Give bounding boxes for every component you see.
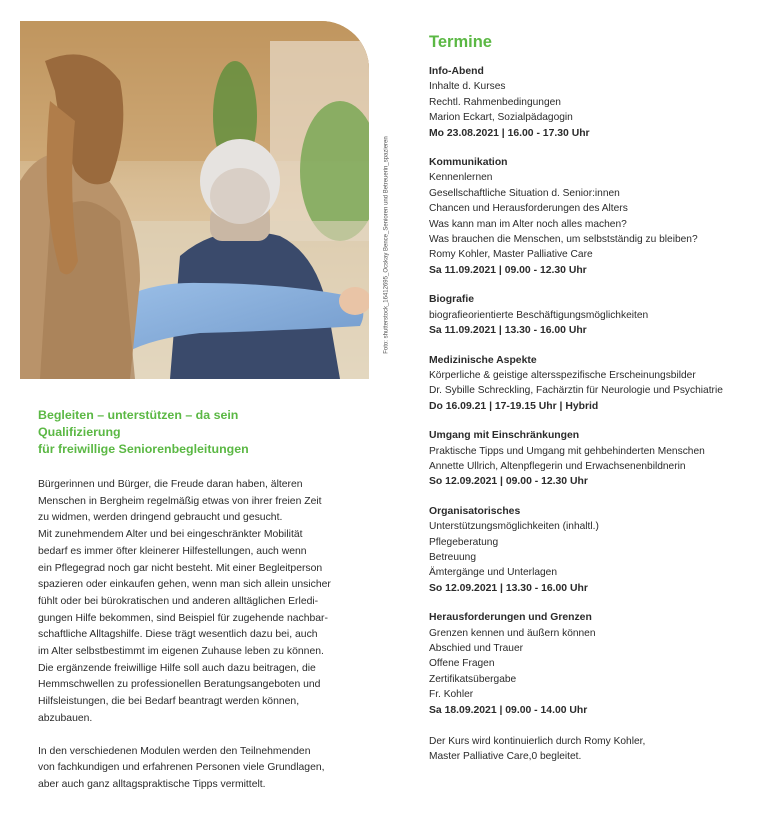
module-block (429, 64, 769, 141)
module-line: Kennenlernen (429, 172, 493, 184)
module-line: Dr. Sybille Schreckling, Fachärztin für Neurologie und Psychiatrie (429, 385, 723, 397)
photo-credit-text: Foto: shutterstock_16412695_Ocskay Bence_Senioren und Betreuerin_spazieren (384, 136, 391, 354)
module-title: Info-Abend (429, 66, 484, 77)
module-block (429, 292, 769, 338)
module-line: Gesellschaftliche Situation d. Senior:innen (429, 187, 620, 199)
module-line: Marion Eckart, Sozialpädagogin (429, 112, 573, 124)
module-line: Grenzen kennen und äußern können (429, 627, 596, 639)
module-line: Romy Kohler, Master Palliative Care (429, 249, 593, 261)
module-line: Was brauchen die Menschen, um selbstständig zu bleiben? (429, 234, 698, 246)
module-block (429, 428, 769, 490)
intro-headline (38, 407, 358, 458)
intro-paragraph-1: Bürgerinnen und Bürger, die Freude daran haben, älteren Menschen in Bergheim regelmäßig etwas von ihrer freien Zeit zu widmen, werden dringend gebraucht und gesucht. Mit zunehmendem Alter und bei eingeschränkter Mobilität bedarf es immer öfter kleinerer Hilfestellungen, auch wenn ein Pflegegrad noch gar nicht besteht. Mit einer Begleitperson spazieren oder einkaufen gehen, wenn man sich allein unsicher fühlt oder bei bürokratischen und anderen alltäglichen Erledi- gungen Hilfe bekommen, sind Beispiel für zugehende nachbar- schaftliche Alltagshilfe. Diese trägt wesentlich dazu bei, auch im Alter selbstbestimmt im eigenen Zuhause leben zu können. Die ergänzende freiwillige Hilfe soll auch dazu beitragen, die Hemmschwellen zu professionellen Beratungsangeboten und Hilfsleistungen, die bei Bedarf beantragt werden können, abzubauen. (38, 479, 331, 724)
module-line: Offene Fragen (429, 658, 495, 670)
module-date: Sa 11.09.2021 | 09.00 - 12.30 Uhr (429, 264, 587, 276)
module-line: Unterstützungsmöglichkeiten (inhaltl.) (429, 521, 599, 533)
termine-title: Termine (429, 33, 492, 51)
module-line: Ämtergänge und Unterlagen (429, 567, 557, 579)
module-title: Medizinische Aspekte (429, 354, 537, 366)
headline-line-2: Qualifizierung (38, 425, 121, 439)
module-date: Mo 23.08.2021 | 16.00 - 17.30 Uhr (429, 127, 590, 139)
seniors-walking-illustration (20, 21, 369, 379)
module-block (429, 610, 769, 718)
module-line: Abschied und Trauer (429, 643, 524, 654)
module-line: Körperliche & geistige altersspezifische Erscheinungsbilder (429, 369, 696, 381)
module-title: Biografie (429, 294, 475, 306)
module-block (429, 155, 769, 278)
module-line: biografieorientierte Beschäftigungsmöglichkeiten (429, 309, 649, 321)
module-line: Chancen und Herausforderungen des Alters (429, 203, 628, 215)
module-block (429, 504, 769, 596)
intro-paragraph-2: In den verschiedenen Modulen werden den Teilnehmenden von fachkundigen und erfahrenen Personen viele Grundlagen, aber auch ganz alltagspraktische Tipps vermittelt. (38, 745, 325, 790)
module-date: Sa 11.09.2021 | 13.30 - 16.00 Uhr (429, 325, 587, 337)
module-line: Rechtl. Rahmenbedingungen (429, 96, 561, 108)
module-line: Inhalte d. Kurses (429, 81, 506, 93)
termine-section (429, 33, 769, 765)
module-line: Was kann man im Alter noch alles machen? (429, 218, 627, 230)
module-date: Do 16.09.21 | 17-19.15 Uhr | Hybrid (429, 400, 599, 412)
module-title: Organisatorisches (429, 505, 521, 517)
module-line: Pflegeberatung (429, 536, 499, 548)
module-list (429, 64, 769, 718)
module-date: So 12.09.2021 | 09.00 - 12.30 Uhr (429, 476, 588, 488)
intro-section (38, 407, 358, 794)
module-line: Fr. Kohler (429, 689, 474, 701)
module-line: Betreuung (429, 551, 477, 563)
module-title: Herausforderungen und Grenzen (429, 612, 592, 624)
closing-note: Der Kurs wird kontinuierlich durch Romy Kohler, Master Palliative Care,0 begleitet. (429, 736, 646, 763)
module-block (429, 353, 769, 415)
module-line: Praktische Tipps und Umgang mit gehbehinderten Menschen (429, 445, 705, 457)
module-line: Annette Ullrich, Altenpflegerin und Erwachsenenbildnerin (429, 460, 686, 472)
hero-photo (20, 21, 369, 379)
module-title: Umgang mit Einschränkungen (429, 430, 580, 442)
module-date: Sa 18.09.2021 | 09.00 - 14.00 Uhr (429, 704, 588, 716)
headline-line-3: für freiwillige Seniorenbegleitungen (38, 442, 249, 456)
headline-line-1: Begleiten – unterstützen – da sein (38, 408, 239, 422)
photo-credit (381, 110, 393, 380)
module-date: So 12.09.2021 | 13.30 - 16.00 Uhr (429, 582, 588, 594)
module-line: Zertifikatsübergabe (429, 673, 517, 685)
module-title: Kommunikation (429, 157, 508, 169)
